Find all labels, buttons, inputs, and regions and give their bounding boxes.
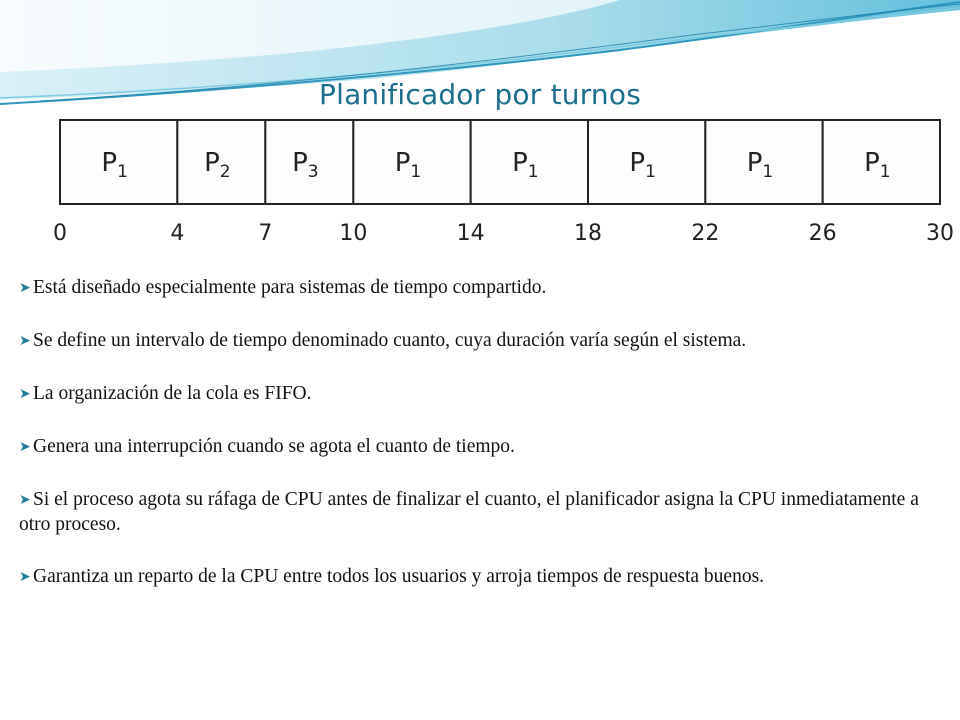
gantt-block-label: $P_1$: [629, 148, 656, 182]
gantt-block-label: $P_2$: [204, 148, 231, 182]
bullet-item: [19, 435, 939, 460]
gantt-time-label: 10: [339, 221, 368, 246]
gantt-time-label: 0: [53, 221, 67, 246]
bullet-list: [19, 276, 939, 590]
arrow-bullet-icon: ➤: [19, 281, 31, 296]
gantt-time-label: 26: [808, 221, 837, 246]
gantt-block-label: $P_3$: [292, 148, 319, 182]
arrow-bullet-icon: ➤: [19, 387, 31, 402]
bullet-item: [19, 565, 939, 590]
arrow-bullet-icon: ➤: [19, 334, 31, 349]
bullet-item: [19, 329, 939, 354]
slide-title: Planificador por turnos: [319, 78, 641, 111]
gantt-time-label: 30: [926, 221, 954, 246]
gantt-block-label: $P_1$: [746, 148, 774, 182]
gantt-block-label: $P_1$: [394, 148, 422, 182]
gantt-time-label: 18: [574, 221, 602, 246]
bullet-text: Garantiza un reparto de la CPU entre todos los usuarios y arroja tiempos de respuesta buenos.: [33, 566, 765, 587]
gantt-block-label: $P_1$: [512, 148, 539, 182]
gantt-time-label: 14: [456, 221, 485, 246]
bullet-text: La organización de la cola es FIFO.: [33, 383, 312, 404]
bullet-item: [19, 276, 939, 301]
gantt-time-label: 4: [170, 221, 185, 246]
bullet-item: [19, 488, 939, 537]
gantt-time-label: 7: [258, 221, 273, 246]
gantt-block-label: $P_1$: [101, 148, 128, 182]
bullet-text: Genera una interrupción cuando se agota el cuanto de tiempo.: [33, 436, 515, 457]
arrow-bullet-icon: ➤: [19, 570, 31, 585]
arrow-bullet-icon: ➤: [19, 440, 31, 455]
gantt-chart: [48, 112, 954, 252]
gantt-time-label: 22: [691, 221, 720, 246]
gantt-block-label: $P_1$: [864, 148, 891, 182]
bullet-text: Se define un intervalo de tiempo denominado cuanto, cuya duración varía según el sistema.: [33, 330, 747, 351]
arrow-bullet-icon: ➤: [19, 493, 31, 508]
bullet-text: Está diseñado especialmente para sistemas de tiempo compartido.: [33, 277, 547, 298]
bullet-text: Si el proceso agota su ráfaga de CPU antes de finalizar el cuanto, el planificador asigna la CPU inmediatamente a otro proceso.: [19, 489, 919, 535]
bullet-item: [19, 382, 939, 407]
